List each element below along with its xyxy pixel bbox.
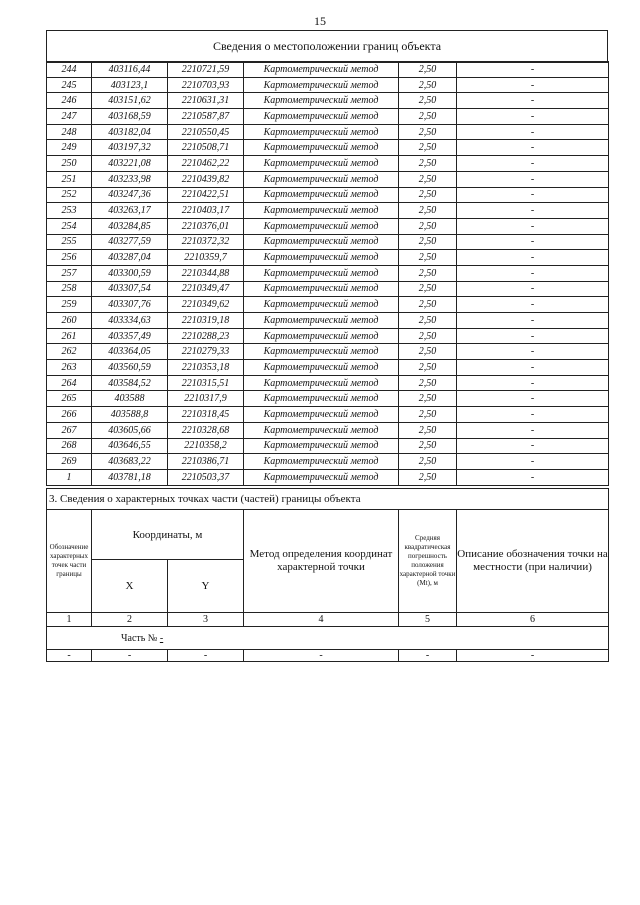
coord-x: 403560,59 bbox=[92, 360, 168, 376]
coord-y: 2210503,37 bbox=[168, 469, 244, 485]
coord-y: 2210703,93 bbox=[168, 77, 244, 93]
point-number: 251 bbox=[47, 171, 92, 187]
point-number: 256 bbox=[47, 250, 92, 266]
coord-x: 403151,62 bbox=[92, 93, 168, 109]
coord-y: 2210721,59 bbox=[168, 62, 244, 78]
coord-x: 403233,98 bbox=[92, 171, 168, 187]
coord-x: 403182,04 bbox=[92, 124, 168, 140]
empty-cell: - bbox=[244, 650, 399, 662]
empty-cell: - bbox=[457, 650, 609, 662]
method: Картометрический метод bbox=[244, 391, 399, 407]
point-number: 264 bbox=[47, 375, 92, 391]
column-number: 2 bbox=[92, 613, 168, 627]
point-number: 263 bbox=[47, 360, 92, 376]
table-row bbox=[47, 422, 609, 438]
description: - bbox=[457, 218, 609, 234]
mt-value: 2,50 bbox=[399, 344, 457, 360]
point-number: 248 bbox=[47, 124, 92, 140]
mt-value: 2,50 bbox=[399, 140, 457, 156]
section-header-table bbox=[46, 30, 608, 63]
table-row bbox=[47, 454, 609, 470]
empty-cell: - bbox=[47, 650, 92, 662]
coord-y: 2210358,2 bbox=[168, 438, 244, 454]
column-number: 6 bbox=[457, 613, 609, 627]
mt-value: 2,50 bbox=[399, 407, 457, 423]
method: Картометрический метод bbox=[244, 171, 399, 187]
header-method: Метод определения координат характерной точки bbox=[244, 510, 399, 613]
method: Картометрический метод bbox=[244, 124, 399, 140]
point-number: 267 bbox=[47, 422, 92, 438]
mt-value: 2,50 bbox=[399, 250, 457, 266]
mt-value: 2,50 bbox=[399, 360, 457, 376]
description: - bbox=[457, 407, 609, 423]
coord-x: 403197,32 bbox=[92, 140, 168, 156]
column-number: 4 bbox=[244, 613, 399, 627]
empty-cell: - bbox=[92, 650, 168, 662]
coord-x: 403605,66 bbox=[92, 422, 168, 438]
description: - bbox=[457, 328, 609, 344]
method: Картометрический метод bbox=[244, 265, 399, 281]
coord-x: 403287,04 bbox=[92, 250, 168, 266]
description: - bbox=[457, 93, 609, 109]
coord-x: 403284,85 bbox=[92, 218, 168, 234]
mt-value: 2,50 bbox=[399, 124, 457, 140]
empty-cell: - bbox=[168, 650, 244, 662]
coord-y: 2210349,62 bbox=[168, 297, 244, 313]
header-description: Описание обозначения точки на местности (при наличии) bbox=[457, 510, 609, 613]
point-number: 252 bbox=[47, 187, 92, 203]
coord-x: 403277,59 bbox=[92, 234, 168, 250]
method: Картометрический метод bbox=[244, 422, 399, 438]
mt-value: 2,50 bbox=[399, 265, 457, 281]
description: - bbox=[457, 375, 609, 391]
part-row bbox=[47, 627, 609, 650]
coord-y: 2210359,7 bbox=[168, 250, 244, 266]
coord-y: 2210376,01 bbox=[168, 218, 244, 234]
point-number: 257 bbox=[47, 265, 92, 281]
table-row bbox=[47, 77, 609, 93]
method: Картометрический метод bbox=[244, 234, 399, 250]
table-row bbox=[47, 156, 609, 172]
mt-value: 2,50 bbox=[399, 203, 457, 219]
table-row bbox=[47, 281, 609, 297]
section3-title: 3. Сведения о характерных точках части (частей) границы объекта bbox=[47, 489, 609, 510]
point-number: 266 bbox=[47, 407, 92, 423]
point-number: 254 bbox=[47, 218, 92, 234]
coord-x: 403307,76 bbox=[92, 297, 168, 313]
point-number: 244 bbox=[47, 62, 92, 78]
coord-x: 403781,18 bbox=[92, 469, 168, 485]
description: - bbox=[457, 344, 609, 360]
method: Картометрический метод bbox=[244, 140, 399, 156]
coord-x: 403357,49 bbox=[92, 328, 168, 344]
header-designation: Обозначение характерных точек части границы bbox=[47, 510, 92, 613]
table-row bbox=[47, 62, 609, 78]
coord-y: 2210353,18 bbox=[168, 360, 244, 376]
table-row bbox=[47, 218, 609, 234]
coord-y: 2210288,23 bbox=[168, 328, 244, 344]
point-number: 269 bbox=[47, 454, 92, 470]
column-number: 3 bbox=[168, 613, 244, 627]
method: Картометрический метод bbox=[244, 469, 399, 485]
description: - bbox=[457, 469, 609, 485]
mt-value: 2,50 bbox=[399, 218, 457, 234]
method: Картометрический метод bbox=[244, 187, 399, 203]
method: Картометрический метод bbox=[244, 281, 399, 297]
coord-y: 2210318,45 bbox=[168, 407, 244, 423]
table-row bbox=[47, 234, 609, 250]
mt-value: 2,50 bbox=[399, 171, 457, 187]
coord-y: 2210328,68 bbox=[168, 422, 244, 438]
part-number: - bbox=[159, 632, 164, 644]
description: - bbox=[457, 203, 609, 219]
coord-y: 2210319,18 bbox=[168, 313, 244, 329]
point-number: 260 bbox=[47, 313, 92, 329]
mt-value: 2,50 bbox=[399, 93, 457, 109]
method: Картометрический метод bbox=[244, 297, 399, 313]
coord-x: 403364,05 bbox=[92, 344, 168, 360]
table-row bbox=[47, 265, 609, 281]
mt-value: 2,50 bbox=[399, 297, 457, 313]
coord-y: 2210372,32 bbox=[168, 234, 244, 250]
table-row bbox=[47, 375, 609, 391]
mt-value: 2,50 bbox=[399, 422, 457, 438]
coord-y: 2210317,9 bbox=[168, 391, 244, 407]
table-row bbox=[47, 438, 609, 454]
description: - bbox=[457, 62, 609, 78]
coord-x: 403168,59 bbox=[92, 109, 168, 125]
column-number: 1 bbox=[47, 613, 92, 627]
method: Картометрический метод bbox=[244, 375, 399, 391]
method: Картометрический метод bbox=[244, 156, 399, 172]
header-x: X bbox=[92, 560, 168, 613]
coord-x: 403588 bbox=[92, 391, 168, 407]
coord-x: 403646,55 bbox=[92, 438, 168, 454]
point-number: 253 bbox=[47, 203, 92, 219]
boundary-points-table bbox=[46, 61, 609, 486]
description: - bbox=[457, 422, 609, 438]
method: Картометрический метод bbox=[244, 344, 399, 360]
coord-y: 2210403,17 bbox=[168, 203, 244, 219]
empty-cell: - bbox=[399, 650, 457, 662]
table-row bbox=[47, 344, 609, 360]
point-number: 262 bbox=[47, 344, 92, 360]
coord-y: 2210315,51 bbox=[168, 375, 244, 391]
table-row bbox=[47, 469, 609, 485]
part-points-table bbox=[46, 488, 609, 662]
header-mt: Средняя квадратическая погрешность положения характерной точки (Mt), м bbox=[399, 510, 457, 613]
mt-value: 2,50 bbox=[399, 313, 457, 329]
coord-x: 403263,17 bbox=[92, 203, 168, 219]
coord-x: 403588,8 bbox=[92, 407, 168, 423]
mt-value: 2,50 bbox=[399, 62, 457, 78]
table-row bbox=[47, 93, 609, 109]
point-number: 249 bbox=[47, 140, 92, 156]
description: - bbox=[457, 250, 609, 266]
coord-y: 2210386,71 bbox=[168, 454, 244, 470]
mt-value: 2,50 bbox=[399, 109, 457, 125]
coord-y: 2210344,88 bbox=[168, 265, 244, 281]
point-number: 261 bbox=[47, 328, 92, 344]
description: - bbox=[457, 234, 609, 250]
table-row bbox=[47, 297, 609, 313]
method: Картометрический метод bbox=[244, 438, 399, 454]
boundary-points-body bbox=[47, 62, 609, 486]
description: - bbox=[457, 156, 609, 172]
method: Картометрический метод bbox=[244, 109, 399, 125]
column-number: 5 bbox=[399, 613, 457, 627]
mt-value: 2,50 bbox=[399, 454, 457, 470]
point-number: 246 bbox=[47, 93, 92, 109]
coord-y: 2210349,47 bbox=[168, 281, 244, 297]
coord-x: 403221,08 bbox=[92, 156, 168, 172]
description: - bbox=[457, 438, 609, 454]
mt-value: 2,50 bbox=[399, 328, 457, 344]
point-number: 265 bbox=[47, 391, 92, 407]
table-row bbox=[47, 328, 609, 344]
description: - bbox=[457, 265, 609, 281]
mt-value: 2,50 bbox=[399, 77, 457, 93]
table-row bbox=[47, 407, 609, 423]
table-row bbox=[47, 360, 609, 376]
point-number: 245 bbox=[47, 77, 92, 93]
mt-value: 2,50 bbox=[399, 234, 457, 250]
description: - bbox=[457, 171, 609, 187]
mt-value: 2,50 bbox=[399, 156, 457, 172]
mt-value: 2,50 bbox=[399, 375, 457, 391]
table-row bbox=[47, 187, 609, 203]
method: Картометрический метод bbox=[244, 454, 399, 470]
point-number: 1 bbox=[47, 469, 92, 485]
table-row bbox=[47, 203, 609, 219]
description: - bbox=[457, 360, 609, 376]
description: - bbox=[457, 454, 609, 470]
method: Картометрический метод bbox=[244, 407, 399, 423]
point-number: 250 bbox=[47, 156, 92, 172]
description: - bbox=[457, 281, 609, 297]
coord-y: 2210422,51 bbox=[168, 187, 244, 203]
coord-y: 2210462,22 bbox=[168, 156, 244, 172]
table-row bbox=[47, 250, 609, 266]
coord-y: 2210439,82 bbox=[168, 171, 244, 187]
method: Картометрический метод bbox=[244, 328, 399, 344]
description: - bbox=[457, 77, 609, 93]
section-title: Сведения о местоположении границ объекта bbox=[47, 31, 608, 63]
mt-value: 2,50 bbox=[399, 391, 457, 407]
coord-y: 2210587,87 bbox=[168, 109, 244, 125]
description: - bbox=[457, 187, 609, 203]
point-number: 255 bbox=[47, 234, 92, 250]
coord-x: 403584,52 bbox=[92, 375, 168, 391]
method: Картометрический метод bbox=[244, 313, 399, 329]
mt-value: 2,50 bbox=[399, 438, 457, 454]
method: Картометрический метод bbox=[244, 360, 399, 376]
page-number: 15 bbox=[314, 14, 326, 28]
description: - bbox=[457, 313, 609, 329]
empty-data-row bbox=[47, 650, 609, 662]
table-row bbox=[47, 140, 609, 156]
point-number: 258 bbox=[47, 281, 92, 297]
description: - bbox=[457, 391, 609, 407]
table-row bbox=[47, 313, 609, 329]
mt-value: 2,50 bbox=[399, 187, 457, 203]
coord-x: 403307,54 bbox=[92, 281, 168, 297]
part-label: Часть № bbox=[121, 632, 158, 644]
table-row bbox=[47, 391, 609, 407]
mt-value: 2,50 bbox=[399, 469, 457, 485]
point-number: 247 bbox=[47, 109, 92, 125]
method: Картометрический метод bbox=[244, 62, 399, 78]
table-row bbox=[47, 124, 609, 140]
coord-y: 2210631,31 bbox=[168, 93, 244, 109]
table-row bbox=[47, 171, 609, 187]
coord-y: 2210508,71 bbox=[168, 140, 244, 156]
description: - bbox=[457, 124, 609, 140]
method: Картометрический метод bbox=[244, 218, 399, 234]
coord-y: 2210279,33 bbox=[168, 344, 244, 360]
method: Картометрический метод bbox=[244, 77, 399, 93]
description: - bbox=[457, 109, 609, 125]
point-number: 268 bbox=[47, 438, 92, 454]
mt-value: 2,50 bbox=[399, 281, 457, 297]
method: Картометрический метод bbox=[244, 93, 399, 109]
table-row bbox=[47, 109, 609, 125]
coord-x: 403116,44 bbox=[92, 62, 168, 78]
method: Картометрический метод bbox=[244, 203, 399, 219]
coord-y: 2210550,45 bbox=[168, 124, 244, 140]
coord-x: 403123,1 bbox=[92, 77, 168, 93]
column-numbers-row bbox=[47, 613, 609, 627]
coord-x: 403683,22 bbox=[92, 454, 168, 470]
header-coordinates: Координаты, м bbox=[92, 510, 244, 560]
coord-x: 403300,59 bbox=[92, 265, 168, 281]
description: - bbox=[457, 297, 609, 313]
coord-x: 403247,36 bbox=[92, 187, 168, 203]
point-number: 259 bbox=[47, 297, 92, 313]
header-y: Y bbox=[168, 560, 244, 613]
method: Картометрический метод bbox=[244, 250, 399, 266]
description: - bbox=[457, 140, 609, 156]
coord-x: 403334,63 bbox=[92, 313, 168, 329]
